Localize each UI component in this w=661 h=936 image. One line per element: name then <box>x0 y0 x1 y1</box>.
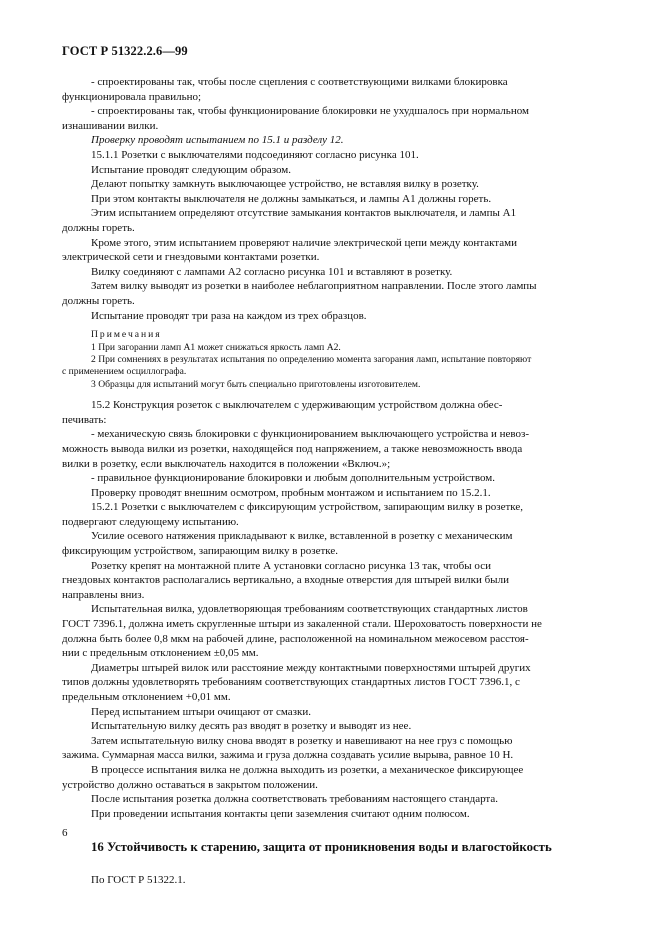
paragraph: При проведении испытания контакты цепи заземления считают одним полюсом. <box>91 807 470 820</box>
paragraph: вилки в розетку, если выключатель находится в положении «Включ.»; <box>62 457 391 470</box>
document-header: ГОСТ Р 51322.2.6—99 <box>62 44 188 58</box>
paragraph: По ГОСТ Р 51322.1. <box>91 874 186 887</box>
document-body <box>62 75 605 888</box>
paragraph: - спроектированы так, чтобы функционирование блокировки не ухудшалось при нормальном <box>91 105 529 118</box>
paragraph: Проверку проводят внешним осмотром, пробным монтажом и испытанием по 15.2.1. <box>91 486 491 499</box>
paragraph: Вилку соединяют с лампами А2 согласно рисунка 101 и вставляют в розетку. <box>91 265 453 278</box>
note-item: с применением осциллографа. <box>62 366 187 378</box>
paragraph: должны гореть. <box>62 221 135 234</box>
paragraph: должна быть более 0,8 мкм на рабочей длине, расположенной на номинальном межосевом расстоя- <box>62 632 529 645</box>
paragraph: печивать: <box>62 413 107 426</box>
paragraph: В процессе испытания вилка не должна выходить из розетки, а механическое фиксирующее <box>91 763 524 776</box>
paragraph: нии с предельным отклонением ±0,05 мм. <box>62 647 259 660</box>
paragraph: Этим испытанием определяют отсутствие замыкания контактов выключателя, и лампы А1 <box>91 207 517 220</box>
paragraph: Затем испытательную вилку снова вводят в розетку и навешивают на нее груз с помощью <box>91 734 513 747</box>
page-number: 6 <box>62 827 68 839</box>
paragraph: 15.2 Конструкция розеток с выключателем с удерживающим устройством должна обес- <box>91 399 503 412</box>
note-item: 1 При загорании ламп А1 может снижаться яркость ламп А2. <box>91 341 341 353</box>
paragraph: подвергают следующему испытанию. <box>62 515 239 528</box>
notes-title: Примечания <box>91 329 162 341</box>
note-item: 2 При сомнениях в результатах испытания по определению момента загорания ламп, испытание повторяют <box>91 353 532 365</box>
paragraph: Розетку крепят на монтажной плите А установки согласно рисунка 13 так, чтобы оси <box>91 559 491 572</box>
paragraph: Испытательная вилка, удовлетворяющая требованиям соответствующих стандартных листов <box>91 603 528 616</box>
section-title: 16 Устойчивость к старению, защита от проникновения воды и влагостойкость <box>91 840 552 855</box>
paragraph: Перед испытанием штыри очищают от смазки. <box>91 705 311 718</box>
paragraph: гнездовых контактов располагались вертикально, а входные отверстия для штырей вилки были <box>62 574 509 587</box>
paragraph: 15.2.1 Розетки с выключателем с фиксирующим устройством, запирающим вилку в розетке, <box>91 501 523 514</box>
paragraph: электрической сети и гнездовыми контактами розетки. <box>62 251 320 264</box>
paragraph-italic: Проверку проводят испытанием по 15.1 и разделу 12. <box>91 134 344 147</box>
paragraph: - спроектированы так, чтобы после сцепления с соответствующими вилками блокировка <box>91 76 508 88</box>
paragraph: направлены вниз. <box>62 588 145 601</box>
paragraph: зажима. Суммарная масса вилки, зажима и груза должна создавать усилие вырыва, равное 10 Н. <box>62 749 514 762</box>
paragraph: предельным отклонением +0,01 мм. <box>62 691 231 703</box>
paragraph: При этом контакты выключателя не должны замыкаться, и лампы А1 должны гореть. <box>91 192 492 205</box>
paragraph: должны гореть. <box>62 294 135 307</box>
note-item: 3 Образцы для испытаний могут быть специально приготовлены изготовителем. <box>91 378 421 390</box>
paragraph: 15.1.1 Розетки с выключателями подсоединяют согласно рисунка 101. <box>91 148 419 161</box>
paragraph: После испытания розетка должна соответствовать требованиям настоящего стандарта. <box>91 793 499 806</box>
paragraph: Делают попытку замкнуть выключающее устройство, не вставляя вилку в розетку. <box>91 178 479 191</box>
paragraph: Испытание проводят три раза на каждом из трех образцов. <box>91 309 367 322</box>
paragraph: можность вывода вилки из розетки, находящейся под напряжением, а также невозможность ввода <box>62 442 523 455</box>
paragraph: изнашивании вилки. <box>62 119 159 132</box>
paragraph: Испытание проводят следующим образом. <box>91 163 291 176</box>
paragraph: ГОСТ 7396.1, должна иметь скругленные штыри из закаленной стали. Шероховатость поверхности не <box>62 618 542 631</box>
paragraph: Испытательную вилку десять раз вводят в розетку и выводят из нее. <box>91 720 412 733</box>
paragraph: - механическую связь блокировки с функционированием выключающего устройства и невоз- <box>91 428 530 441</box>
paragraph: Кроме этого, этим испытанием проверяют наличие электрической цепи между контактами <box>91 236 517 249</box>
paragraph: Затем вилку выводят из розетки в наиболее неблагоприятном направлении. После этого лампы <box>91 280 537 293</box>
paragraph: типов должны удовлетворять требованиям соответствующих стандартных листов ГОСТ 7396.1, с <box>62 676 520 689</box>
paragraph: фиксирующим устройством, запирающим вилку в розетке. <box>62 545 338 558</box>
paragraph: устройство должно оставаться в закрытом положении. <box>62 778 318 791</box>
paragraph: Усилие осевого натяжения прикладывают к вилке, вставленной в розетку с механическим <box>91 530 513 543</box>
paragraph: Диаметры штырей вилок или расстояние между контактными поверхностями штырей других <box>91 661 531 674</box>
paragraph: функционировала правильно; <box>62 90 202 103</box>
paragraph: - правильное функционирование блокировки и любым дополнительным устройством. <box>91 472 495 485</box>
